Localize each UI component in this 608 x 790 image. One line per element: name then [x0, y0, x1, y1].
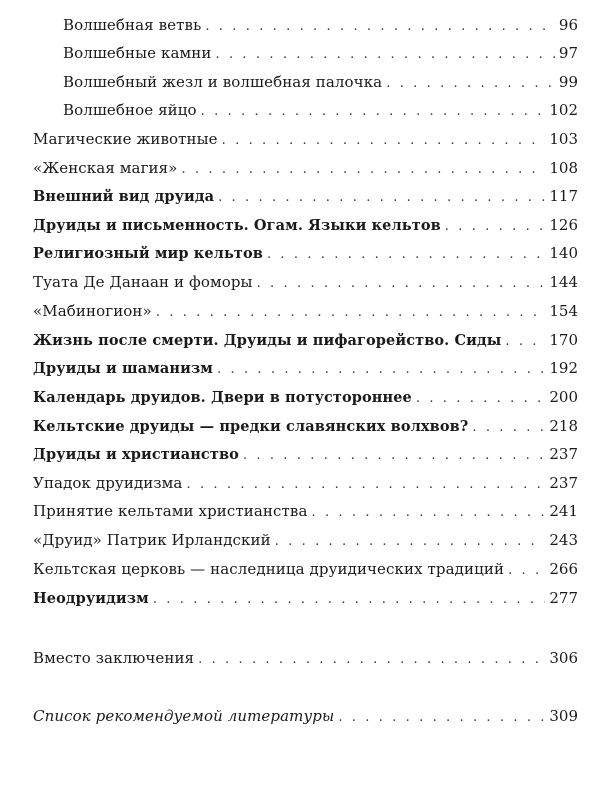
toc-entry-page-number: 241 [549, 502, 578, 520]
toc-entry-page-number: 266 [549, 560, 578, 578]
toc-entry-title: Друиды и письменность. Огам. Языки кельтов [33, 217, 441, 234]
toc-entry-page-number: 192 [549, 359, 578, 377]
toc-entry [33, 210, 578, 240]
toc-entry [33, 583, 578, 613]
toc-entry-title: Магические животные [33, 130, 218, 148]
toc-entry-title: Неодруидизм [33, 590, 149, 607]
toc-leader-dots [156, 298, 546, 328]
toc-entry-page-number: 140 [549, 244, 578, 262]
toc-entry-page-number: 243 [549, 531, 578, 549]
toc-entry-page-number: 126 [549, 216, 578, 234]
toc-entry-title: Календарь друидов. Двери в потустороннее [33, 389, 412, 406]
toc-entry-page-number: 97 [558, 44, 578, 62]
toc-entry [33, 181, 578, 211]
toc-entry-page-number: 237 [549, 445, 578, 463]
toc-entry-title: Список рекомендуемой литературы [33, 707, 335, 725]
toc-leader-dots [275, 527, 546, 557]
toc-entry-title: Волшебная ветвь [63, 16, 202, 34]
toc-leader-dots [198, 645, 545, 675]
toc-entry-title: «Женская магия» [33, 159, 178, 177]
toc-entry [33, 153, 578, 183]
toc-entry [33, 525, 578, 555]
toc-leader-dots [508, 556, 545, 586]
toc-entry [63, 10, 578, 40]
toc-entry-page-number: 108 [549, 159, 578, 177]
toc-entry [33, 325, 578, 355]
toc-entry-title: Друиды и христианство [33, 446, 239, 463]
toc-entry-title: Волшебный жезл и волшебная палочка [63, 73, 383, 91]
toc-entry-title: Кельтские друиды — предки славянских волхвов? [33, 418, 469, 435]
toc-entry [33, 554, 578, 584]
toc-leader-dots [201, 97, 546, 127]
toc-leader-dots [267, 240, 545, 270]
toc-entry-page-number: 277 [549, 589, 578, 607]
toc-entry-title: «Друид» Патрик Ирландский [33, 531, 271, 549]
toc-entry-title: Волшебные камни [63, 44, 212, 62]
toc-entry [33, 701, 578, 731]
toc-entry-title: Кельтская церковь — наследница друидических традиций [33, 560, 505, 578]
toc-entry-title: Туата Де Данаан и фоморы [33, 273, 253, 291]
toc-entry [33, 238, 578, 268]
toc-leader-dots [416, 384, 545, 414]
toc-entry [33, 439, 578, 469]
toc-entry-page-number: 170 [549, 331, 578, 349]
toc-entry-title: Вместо заключения [33, 649, 195, 667]
toc-entry-page-number: 218 [549, 417, 578, 435]
toc-leader-dots [243, 441, 545, 471]
toc-entry-page-number: 309 [549, 707, 578, 725]
toc-entry-title: Религиозный мир кельтов [33, 245, 263, 262]
toc-entry-title: Внешний вид друида [33, 188, 215, 205]
toc-leader-dots [218, 183, 545, 213]
toc-leader-dots [338, 703, 545, 733]
toc-entry-title: Жизнь после смерти. Друиды и пифагорейство. Сиды [33, 332, 502, 349]
toc-entry [33, 468, 578, 498]
toc-entry [33, 382, 578, 412]
toc-entry-page-number: 237 [549, 474, 578, 492]
toc-entry-page-number: 99 [558, 73, 578, 91]
toc-entry-page-number: 306 [549, 649, 578, 667]
toc-leader-dots [312, 498, 546, 528]
toc-leader-dots [217, 355, 545, 385]
toc-entry [63, 38, 578, 68]
toc-entry [33, 643, 578, 673]
toc-entry [33, 353, 578, 383]
toc-leader-dots [216, 40, 555, 70]
toc-entry-page-number: 200 [549, 388, 578, 406]
toc-entry [33, 124, 578, 154]
toc-entry-page-number: 117 [549, 187, 578, 205]
toc-leader-dots [222, 126, 546, 156]
toc-leader-dots [153, 585, 546, 615]
toc-entry-page-number: 103 [549, 130, 578, 148]
toc-entry-page-number: 144 [549, 273, 578, 291]
toc-entry [33, 411, 578, 441]
toc-entry-title: Принятие кельтами христианства [33, 502, 308, 520]
toc-entry-page-number: 102 [549, 101, 578, 119]
toc-entry-title: «Мабиногион» [33, 302, 152, 320]
toc-entry-title: Упадок друидизма [33, 474, 183, 492]
toc-entry [33, 496, 578, 526]
toc-entry [33, 267, 578, 297]
toc-entry-title: Друиды и шаманизм [33, 360, 214, 377]
toc-entry [63, 95, 578, 125]
toc-entry [33, 296, 578, 326]
toc-entry-page-number: 96 [558, 16, 578, 34]
toc-entry-title: Волшебное яйцо [63, 101, 197, 119]
toc-leader-dots [257, 269, 546, 299]
toc-entry-page-number: 154 [549, 302, 578, 320]
toc-entry [63, 67, 578, 97]
